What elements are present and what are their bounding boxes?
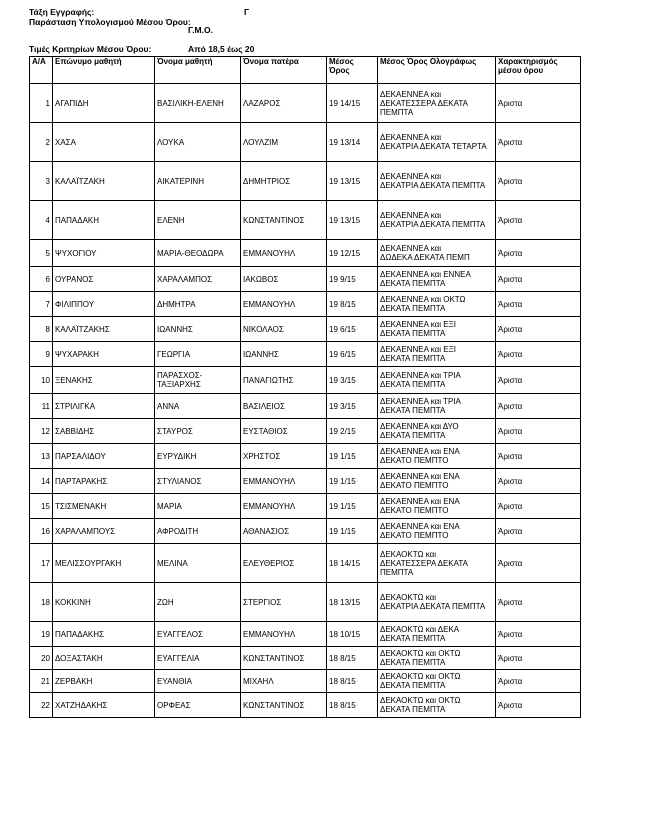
- cell-father: ΕΥΣΤΑΘΙΟΣ: [241, 419, 327, 444]
- table-row: [30, 693, 581, 718]
- average-words-line1: ΔΕΚΑΟΚΤΩ και ΟΚΤΩ: [380, 672, 461, 681]
- cell-name: ΧΑΡΑΛΑΜΠΟΣ: [155, 267, 241, 292]
- cell-father: ΜΙΧΑΗΛ: [241, 670, 327, 693]
- cell-father: ΚΩΝΣΤΑΝΤΙΝΟΣ: [241, 693, 327, 718]
- cell-father: ΝΙΚΟΛΑΟΣ: [241, 317, 327, 342]
- average-words-line1: ΔΕΚΑΕΝΝΕΑ και: [380, 89, 441, 99]
- cell-father: ΕΜΜΑΝΟΥΗΛ: [241, 494, 327, 519]
- cell-surname: ΞΕΝΑΚΗΣ: [53, 367, 155, 394]
- cell-average-words: [378, 292, 496, 317]
- average-words-line1: ΔΕΚΑΕΝΝΕΑ και ΔΥΟ: [380, 422, 459, 431]
- cell-name: ΛΟΥΚΑ: [155, 123, 241, 162]
- table-row: [30, 84, 581, 123]
- cell-surname: ΧΑΡΑΛΑΜΠΟΥΣ: [53, 519, 155, 544]
- cell-aa: 22: [30, 693, 53, 718]
- range-value: Από 18,5 έως 20: [188, 44, 255, 54]
- table-row: [30, 317, 581, 342]
- average-words-line2: ΔΕΚΑΤΑ ΠΕΜΠΤΑ: [380, 380, 446, 389]
- average-words-line1: ΔΕΚΑΕΝΝΕΑ και: [380, 172, 441, 181]
- average-words-line1: ΔΕΚΑΕΝΝΕΑ και: [380, 133, 441, 142]
- cell-father: ΕΜΜΑΝΟΥΗΛ: [241, 469, 327, 494]
- table-row: [30, 494, 581, 519]
- cell-surname: ΚΟΚΚΙΝΗ: [53, 583, 155, 622]
- cell-surname: ΔΟΞΑΣΤΑΚΗ: [53, 647, 155, 670]
- cell-average: 19 13/15: [327, 201, 378, 240]
- table-body: [30, 84, 581, 718]
- cell-average: 19 1/15: [327, 494, 378, 519]
- table-row: [30, 123, 581, 162]
- cell-name: ΖΩΗ: [155, 583, 241, 622]
- cell-aa: 14: [30, 469, 53, 494]
- average-words-line1: ΔΕΚΑΕΝΝΕΑ και ΕΞΙ: [380, 345, 456, 354]
- average-words-line1: ΔΕΚΑΕΝΝΕΑ και ΕΝΑ: [380, 472, 460, 481]
- average-words-line2: ΔΕΚΑΤΑ ΠΕΜΠΤΑ: [380, 329, 446, 338]
- cell-average: 19 13/14: [327, 123, 378, 162]
- cell-aa: 1: [30, 84, 53, 123]
- average-words-line1: ΔΕΚΑΕΝΝΕΑ και ΕΝΝΕΑ: [380, 270, 471, 279]
- cell-father: ΧΡΗΣΤΟΣ: [241, 444, 327, 469]
- cell-average-words: [378, 84, 496, 123]
- cell-grade: Άριστα: [496, 419, 581, 444]
- cell-father: ΠΑΝΑΓΙΩΤΗΣ: [241, 367, 327, 394]
- average-words-line2: ΔΕΚΑΤΡΙΑ ΔΕΚΑΤΑ ΠΕΜΠΤΑ: [380, 220, 486, 229]
- cell-father: ΕΜΜΑΝΟΥΗΛ: [241, 622, 327, 647]
- cell-father: ΚΩΝΣΤΑΝΤΙΝΟΣ: [241, 647, 327, 670]
- cell-name: ΕΥΑΓΓΕΛΟΣ: [155, 622, 241, 647]
- cell-aa: 17: [30, 544, 53, 583]
- cell-grade: Άριστα: [496, 317, 581, 342]
- cell-father: ΕΜΜΑΝΟΥΗΛ: [241, 240, 327, 267]
- average-words-line1: ΔΕΚΑΕΝΝΕΑ και ΕΞΙ: [380, 320, 456, 329]
- average-words-line1: ΔΕΚΑΕΝΝΕΑ και ΟΚΤΩ: [380, 295, 466, 304]
- average-words-line1: ΔΕΚΑΕΝΝΕΑ και ΤΡΙΑ: [380, 371, 461, 380]
- cell-surname: ΦΙΛΙΠΠΟΥ: [53, 292, 155, 317]
- cell-average-words: [378, 670, 496, 693]
- cell-aa: 2: [30, 123, 53, 162]
- cell-grade: Άριστα: [496, 123, 581, 162]
- cell-average-words: [378, 494, 496, 519]
- cell-surname: ΣΤΡΙΛΙΓΚΑ: [53, 394, 155, 419]
- cell-aa: 11: [30, 394, 53, 419]
- cell-grade: Άριστα: [496, 670, 581, 693]
- cell-name: ΓΕΩΡΓΙΑ: [155, 342, 241, 367]
- col-header-surname: Επώνυμο μαθητή: [53, 57, 155, 84]
- cell-average: 19 12/15: [327, 240, 378, 267]
- cell-aa: 15: [30, 494, 53, 519]
- cell-aa: 16: [30, 519, 53, 544]
- representation-value: Γ.Μ.Ο.: [188, 25, 213, 35]
- cell-name: ΟΡΦΕΑΣ: [155, 693, 241, 718]
- cell-name: ΒΑΣΙΛΙΚΗ-ΕΛΕΝΗ: [155, 84, 241, 123]
- table-row: [30, 519, 581, 544]
- cell-average: 18 14/15: [327, 544, 378, 583]
- average-words-line1: ΔΕΚΑΕΝΝΕΑ και: [380, 211, 441, 220]
- average-words-line2: ΔΕΚΑΤΑ ΠΕΜΠΤΑ: [380, 431, 446, 440]
- table-row: [30, 544, 581, 583]
- cell-average-words: [378, 201, 496, 240]
- cell-grade: Άριστα: [496, 292, 581, 317]
- cell-grade: Άριστα: [496, 394, 581, 419]
- average-words-line2: ΔΕΚΑΤΕΣΣΕΡΑ ΔΕΚΑΤΑ ΠΕΜΠΤΑ: [380, 98, 468, 117]
- cell-average: 18 8/15: [327, 693, 378, 718]
- cell-grade: Άριστα: [496, 444, 581, 469]
- cell-aa: 12: [30, 419, 53, 444]
- average-words-line1: ΔΕΚΑΟΚΤΩ και: [380, 593, 436, 602]
- table-row: [30, 469, 581, 494]
- cell-grade: Άριστα: [496, 693, 581, 718]
- cell-average: 19 6/15: [327, 342, 378, 367]
- cell-average: 18 10/15: [327, 622, 378, 647]
- cell-surname: ΚΑΛΑΪΤΖΑΚΗΣ: [53, 317, 155, 342]
- cell-average-words: [378, 469, 496, 494]
- cell-name: ΣΤΑΥΡΟΣ: [155, 419, 241, 444]
- col-header-aa: Α/Α: [30, 57, 53, 84]
- average-words-line1: ΔΕΚΑΕΝΝΕΑ και: [380, 244, 441, 253]
- average-words-line1: ΔΕΚΑΟΚΤΩ και ΔΕΚΑ: [380, 625, 460, 634]
- cell-aa: 8: [30, 317, 53, 342]
- cell-average: 18 8/15: [327, 670, 378, 693]
- average-words-line2: ΔΕΚΑΤΑ ΠΕΜΠΤΑ: [380, 354, 446, 363]
- cell-average: 19 8/15: [327, 292, 378, 317]
- table-row: [30, 162, 581, 201]
- cell-average-words: [378, 240, 496, 267]
- cell-name: ΕΥΡΥΔΙΚΗ: [155, 444, 241, 469]
- cell-surname: ΨΥΧΟΓΙΟΥ: [53, 240, 155, 267]
- cell-surname: ΠΑΠΑΔΑΚΗΣ: [53, 622, 155, 647]
- cell-aa: 4: [30, 201, 53, 240]
- cell-father: ΛΟΥΛΖΙΜ: [241, 123, 327, 162]
- cell-father: ΒΑΣΙΛΕΙΟΣ: [241, 394, 327, 419]
- cell-surname: ΣΑΒΒΙΔΗΣ: [53, 419, 155, 444]
- table-row: [30, 201, 581, 240]
- cell-average-words: [378, 123, 496, 162]
- col-header-grade: Χαρακτηρισμός μέσου όρου: [496, 57, 581, 84]
- cell-average: 19 14/15: [327, 84, 378, 123]
- cell-aa: 13: [30, 444, 53, 469]
- cell-aa: 18: [30, 583, 53, 622]
- cell-name: ΑΙΚΑΤΕΡΙΝΗ: [155, 162, 241, 201]
- average-words-line1: ΔΕΚΑΕΝΝΕΑ και ΕΝΑ: [380, 497, 460, 506]
- cell-average-words: [378, 519, 496, 544]
- cell-average: 19 1/15: [327, 469, 378, 494]
- cell-average-words: [378, 544, 496, 583]
- average-words-line1: ΔΕΚΑΕΝΝΕΑ και ΤΡΙΑ: [380, 397, 461, 406]
- cell-name: ΑΝΝΑ: [155, 394, 241, 419]
- average-words-line2: ΔΕΚΑΤΑ ΠΕΜΠΤΑ: [380, 658, 446, 667]
- cell-aa: 21: [30, 670, 53, 693]
- representation-label: Παράσταση Υπολογισμού Μέσου Όρου:: [29, 17, 191, 27]
- cell-average-words: [378, 693, 496, 718]
- cell-average: 18 8/15: [327, 647, 378, 670]
- cell-grade: Άριστα: [496, 622, 581, 647]
- cell-average-words: [378, 367, 496, 394]
- cell-average: 18 13/15: [327, 583, 378, 622]
- cell-average-words: [378, 317, 496, 342]
- table-row: [30, 419, 581, 444]
- cell-aa: 10: [30, 367, 53, 394]
- average-words-line2: ΔΕΚΑΤΑ ΠΕΜΠΤΑ: [380, 681, 446, 690]
- average-words-line2: ΔΕΚΑΤΡΙΑ ΔΕΚΑΤΑ ΠΕΜΠΤΑ: [380, 181, 486, 190]
- col-header-father: Όνομα πατέρα: [241, 57, 327, 84]
- cell-name: ΕΥΑΓΓΕΛΙΑ: [155, 647, 241, 670]
- cell-aa: 9: [30, 342, 53, 367]
- average-words-line2: ΔΕΚΑΤΟ ΠΕΜΠΤΟ: [380, 531, 449, 540]
- cell-aa: 5: [30, 240, 53, 267]
- cell-name: ΕΥΑΝΘΙΑ: [155, 670, 241, 693]
- cell-average: 19 13/15: [327, 162, 378, 201]
- cell-grade: Άριστα: [496, 342, 581, 367]
- cell-average-words: [378, 583, 496, 622]
- cell-surname: ΧΑΤΖΗΔΑΚΗΣ: [53, 693, 155, 718]
- table-row: [30, 670, 581, 693]
- table-row: [30, 647, 581, 670]
- average-words-line2: ΔΕΚΑΤΑ ΠΕΜΠΤΑ: [380, 705, 446, 714]
- cell-grade: Άριστα: [496, 544, 581, 583]
- cell-father: ΚΩΝΣΤΑΝΤΙΝΟΣ: [241, 201, 327, 240]
- average-words-line1: ΔΕΚΑΕΝΝΕΑ και ΕΝΑ: [380, 522, 460, 531]
- cell-surname: ΚΑΛΑΪΤΖΑΚΗ: [53, 162, 155, 201]
- average-words-line2: ΔΕΚΑΤΕΣΣΕΡΑ ΔΕΚΑΤΑ ΠΕΜΠΤΑ: [380, 558, 468, 577]
- cell-surname: ΤΣΙΣΜΕΝΑΚΗ: [53, 494, 155, 519]
- table-row: [30, 394, 581, 419]
- cell-grade: Άριστα: [496, 162, 581, 201]
- class-label: Τάξη Εγγραφής:: [29, 7, 95, 17]
- cell-average-words: [378, 394, 496, 419]
- cell-name: ΜΑΡΙΑ-ΘΕΟΔΩΡΑ: [155, 240, 241, 267]
- cell-grade: Άριστα: [496, 469, 581, 494]
- cell-grade: Άριστα: [496, 494, 581, 519]
- cell-grade: Άριστα: [496, 519, 581, 544]
- cell-average-words: [378, 419, 496, 444]
- cell-aa: 3: [30, 162, 53, 201]
- cell-father: ΑΘΑΝΑΣΙΟΣ: [241, 519, 327, 544]
- average-words-line1: ΔΕΚΑΟΚΤΩ και ΟΚΤΩ: [380, 649, 461, 658]
- table-row: [30, 267, 581, 292]
- average-words-line2: ΔΕΚΑΤΑ ΠΕΜΠΤΑ: [380, 406, 446, 415]
- cell-grade: Άριστα: [496, 367, 581, 394]
- cell-name: ΑΦΡΟΔΙΤΗ: [155, 519, 241, 544]
- cell-father: ΕΜΜΑΝΟΥΗΛ: [241, 292, 327, 317]
- average-words-line2: ΔΕΚΑΤΑ ΠΕΜΠΤΑ: [380, 634, 446, 643]
- cell-father: ΕΛΕΥΘΕΡΙΟΣ: [241, 544, 327, 583]
- cell-surname: ΧΑΣΑ: [53, 123, 155, 162]
- cell-average: 19 9/15: [327, 267, 378, 292]
- cell-average: 19 3/15: [327, 394, 378, 419]
- cell-grade: Άριστα: [496, 583, 581, 622]
- cell-average: 19 3/15: [327, 367, 378, 394]
- average-words-line2: ΔΩΔΕΚΑ ΔΕΚΑΤΑ ΠΕΜΠ: [380, 253, 470, 262]
- cell-grade: Άριστα: [496, 201, 581, 240]
- cell-average-words: [378, 622, 496, 647]
- cell-surname: ΟΥΡΑΝΟΣ: [53, 267, 155, 292]
- average-words-line2: ΔΕΚΑΤΑ ΠΕΜΠΤΑ: [380, 279, 446, 288]
- cell-average-words: [378, 444, 496, 469]
- cell-father: ΙΑΚΩΒΟΣ: [241, 267, 327, 292]
- cell-grade: Άριστα: [496, 84, 581, 123]
- cell-name: ΜΕΛΙΝΑ: [155, 544, 241, 583]
- cell-surname: ΠΑΠΑΔΑΚΗ: [53, 201, 155, 240]
- average-words-line2: ΔΕΚΑΤΟ ΠΕΜΠΤΟ: [380, 506, 449, 515]
- cell-average: 19 1/15: [327, 444, 378, 469]
- table-row: [30, 622, 581, 647]
- cell-name: ΣΤΥΛΙΑΝΟΣ: [155, 469, 241, 494]
- table-header-row: [30, 57, 581, 84]
- average-words-line2: ΔΕΚΑΤΟ ΠΕΜΠΤΟ: [380, 481, 449, 490]
- cell-average: 19 6/15: [327, 317, 378, 342]
- average-words-line2: ΔΕΚΑΤΑ ΠΕΜΠΤΑ: [380, 304, 446, 313]
- average-words-line1: ΔΕΚΑΟΚΤΩ και: [380, 549, 436, 559]
- col-header-average-words: Μέσος Όρος Ολογράφως: [378, 57, 496, 84]
- cell-average-words: [378, 647, 496, 670]
- cell-grade: Άριστα: [496, 647, 581, 670]
- cell-average-words: [378, 342, 496, 367]
- cell-aa: 20: [30, 647, 53, 670]
- average-words-line2: ΔΕΚΑΤΟ ΠΕΜΠΤΟ: [380, 456, 449, 465]
- cell-surname: ΠΑΡΣΑΛΙΔΟΥ: [53, 444, 155, 469]
- cell-name: ΜΑΡΙΑ: [155, 494, 241, 519]
- average-words-line1: ΔΕΚΑΕΝΝΕΑ και ΕΝΑ: [380, 447, 460, 456]
- students-table: [29, 56, 581, 718]
- cell-aa: 19: [30, 622, 53, 647]
- average-words-line2: ΔΕΚΑΤΡΙΑ ΔΕΚΑΤΑ ΤΕΤΑΡΤΑ: [380, 142, 487, 151]
- cell-average: 19 2/15: [327, 419, 378, 444]
- col-header-name: Όνομα μαθητή: [155, 57, 241, 84]
- cell-name: ΔΗΜΗΤΡΑ: [155, 292, 241, 317]
- cell-father: ΛΑΖΑΡΟΣ: [241, 84, 327, 123]
- cell-name: ΕΛΕΝΗ: [155, 201, 241, 240]
- cell-surname: ΖΕΡΒΑΚΗ: [53, 670, 155, 693]
- table-row: [30, 292, 581, 317]
- cell-name: ΠΑΡΑΣΧΟΣ-ΤΑΞΙΑΡΧΗΣ: [155, 367, 241, 394]
- cell-father: ΣΤΕΡΓΙΟΣ: [241, 583, 327, 622]
- cell-surname: ΜΕΛΙΣΣΟΥΡΓΑΚΗ: [53, 544, 155, 583]
- cell-father: ΔΗΜΗΤΡΙΟΣ: [241, 162, 327, 201]
- table-row: [30, 367, 581, 394]
- cell-average-words: [378, 267, 496, 292]
- table-row: [30, 444, 581, 469]
- cell-grade: Άριστα: [496, 267, 581, 292]
- cell-average-words: [378, 162, 496, 201]
- cell-father: ΙΩΑΝΝΗΣ: [241, 342, 327, 367]
- table-row: [30, 342, 581, 367]
- average-words-line1: ΔΕΚΑΟΚΤΩ και ΟΚΤΩ: [380, 696, 461, 705]
- cell-aa: 7: [30, 292, 53, 317]
- cell-average: 19 1/15: [327, 519, 378, 544]
- average-words-line2: ΔΕΚΑΤΡΙΑ ΔΕΚΑΤΑ ΠΕΜΠΤΑ: [380, 602, 486, 611]
- cell-surname: ΠΑΡΤΑΡΑΚΗΣ: [53, 469, 155, 494]
- table-row: [30, 583, 581, 622]
- cell-name: ΙΩΑΝΝΗΣ: [155, 317, 241, 342]
- range-label: Τιμές Κριτηρίων Μέσου Όρου:: [29, 44, 152, 54]
- cell-grade: Άριστα: [496, 240, 581, 267]
- col-header-average: Μέσος Όρος: [327, 57, 378, 84]
- cell-aa: 6: [30, 267, 53, 292]
- cell-surname: ΑΓΑΠΙΔΗ: [53, 84, 155, 123]
- class-value: Γ: [244, 7, 250, 17]
- cell-surname: ΨΥΧΑΡΑΚΗ: [53, 342, 155, 367]
- table-row: [30, 240, 581, 267]
